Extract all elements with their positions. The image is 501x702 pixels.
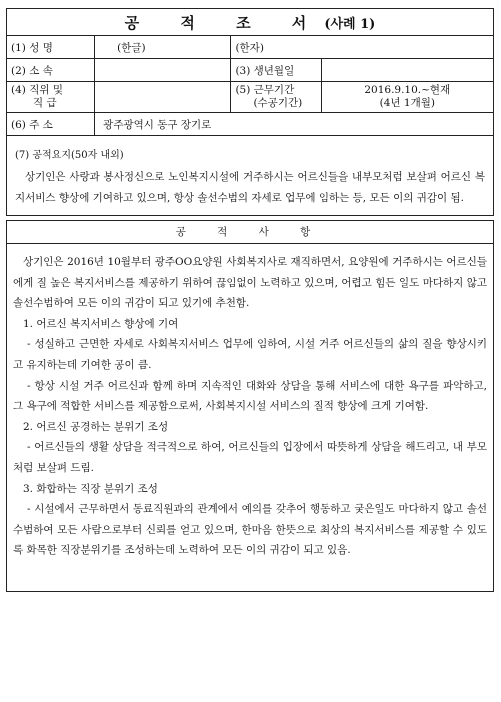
- summary-text: 상기인은 사랑과 봉사정신으로 노인복지시설에 거주하시는 어르신들을 내부모처럼 보살펴 어르신 복지서비스 향상에 기여하고 있으며, 항상 솔선수범의 자세로 업무에 임하는 등, 모든 이의 귀감이 됨.: [15, 171, 485, 204]
- service-period-label: [231, 82, 321, 113]
- name-hangul-field[interactable]: (한글): [95, 36, 231, 59]
- position-label-line2: 직 급: [33, 97, 57, 109]
- position-label: [7, 82, 95, 113]
- service-value-line1: 2016.9.10.~현재: [364, 84, 451, 96]
- section-2-paragraph-1: - 어르신들의 생활 상담을 적극적으로 하여, 어르신들의 입장에서 따뜻하게 상담을 해드리고, 내 부모처럼 보살펴 드림.: [13, 441, 487, 474]
- summary-label: (7) 공적요지(50자 내외): [15, 150, 124, 161]
- title-main: 공 적 조 서: [124, 13, 325, 32]
- section-1-paragraph-1: - 성실하고 근면한 자세로 사회복지서비스 업무에 임하여, 시설 거주 어르신들의 삶의 질을 향상시키고 유지하는데 기여한 공이 큼.: [13, 338, 487, 371]
- position-label-line1: (4) 직위 및: [11, 84, 63, 96]
- birth-field[interactable]: [321, 59, 493, 82]
- address-field[interactable]: 광주광역시 동구 장기로: [95, 113, 494, 136]
- personal-info-table: [6, 8, 494, 216]
- title-subtitle: (사례 1): [324, 16, 376, 32]
- service-period-field[interactable]: [321, 82, 493, 113]
- section-1-paragraph-2: - 항상 시설 거주 어르신과 함께 하며 지속적인 대화와 상담을 통해 서비스에 대한 욕구를 파악하고, 그 욕구에 적합한 서비스를 제공함으로써, 사회복지시설 서비스의 질적 향상에 크게 기여함.: [13, 379, 487, 413]
- section-3-title: 3. 화합하는 직장 분위기 조성: [23, 482, 158, 495]
- merit-details-title: 공 적 사 항: [7, 221, 493, 244]
- section-3-paragraph-1: - 시설에서 근무하면서 동료직원과의 관계에서 예의를 갖추어 행동하고 궂은일도 마다하지 않고 솔선수범하여 모든 사람으로부터 신뢰를 얻고 있으며, 한마음 한뜻으로 최상의 복지서비스를 제공할 수 있도록 화목한 직장분위기를 조성하는데 노력하여 모든 이의 귀감이 되고 있음.: [13, 503, 487, 557]
- org-field[interactable]: [95, 59, 231, 82]
- address-label: (6) 주 소: [7, 113, 95, 136]
- service-label-line1: (5) 근무기간: [235, 84, 295, 96]
- merit-intro: 상기인은 2016년 10월부터 광주OO요양원 사회복지사로 재직하면서, 요양원에 거주하시는 어르신들에게 질 높은 복지서비스를 제공하기 위하여 끊임없이 노력하고 있으며, 어렵고 힘든 일도 마다하지 않고 솔선수범하여 모든 이의 귀감이 되고 있기에 추천함.: [13, 256, 487, 310]
- merit-summary-section: [7, 136, 494, 216]
- section-2-title: 2. 어르신 공경하는 분위기 조성: [23, 420, 169, 433]
- document-title: [7, 9, 494, 36]
- name-label: (1) 성 명: [7, 36, 95, 59]
- merit-details-section: [6, 220, 494, 592]
- service-value-line2: (4년 1개월): [379, 97, 435, 109]
- service-label-line2: (수공기간): [253, 97, 303, 109]
- merit-details-body: [7, 244, 493, 591]
- section-1-title: 1. 어르신 복지서비스 향상에 기여: [23, 317, 179, 330]
- org-label: (2) 소 속: [7, 59, 95, 82]
- birth-label: (3) 생년월일: [231, 59, 321, 82]
- name-hanja-field[interactable]: (한자): [231, 36, 494, 59]
- merit-report-document: [6, 8, 494, 592]
- position-field[interactable]: [95, 82, 231, 113]
